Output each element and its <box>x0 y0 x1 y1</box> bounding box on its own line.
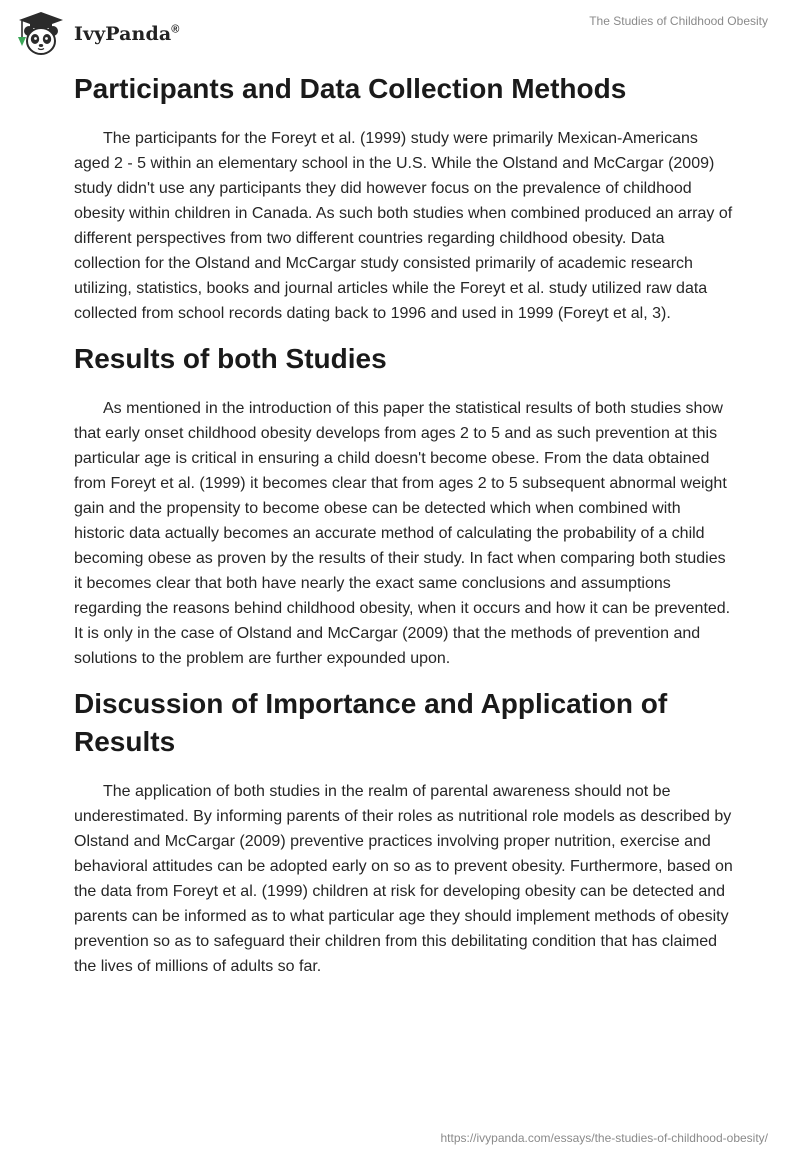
section-heading: Discussion of Importance and Application of Results <box>74 688 668 757</box>
brand-name: IvyPanda® <box>74 23 180 45</box>
section-results <box>74 340 734 671</box>
section-participants <box>74 70 734 326</box>
section-paragraph: The participants for the Foreyt et al. (1999) study were primarily Mexican-Americans aged 2 - 5 within an elementary school in the U.S. While the Olstand and McCargar (2009) study didn't use any participants they did however focus on the prevalence of childhood obesity within children in Canada. As such both studies when combined produced an array of different perspectives from two different countries regarding childhood obesity. Data collection for the Olstand and McCargar study consisted primarily of academic research utilizing, statistics, books and journal articles while the Foreyt et al. study utilized raw data collected from school records dating back to 1996 and used in 1999 (Foreyt et al, 3). <box>74 130 733 322</box>
brand-logo[interactable] <box>16 10 180 56</box>
document-title: The Studies of Childhood Obesity <box>589 14 768 28</box>
section-paragraph: The application of both studies in the realm of parental awareness should not be underestimated. By informing parents of their roles as nutritional role models as described by Olstand and McCargar (2009) preventive practices involving proper nutrition, exercise and behavioral attitudes can be adopted early on so as to prevent obesity. Furthermore, based on the data from Foreyt et al. (1999) children at risk for developing obesity can be detected and parents can be informed as to what particular age they should implement methods of obesity prevention so as to safeguard their children from this debilitating condition that has claimed the lives of millions of adults so far. <box>74 783 733 975</box>
section-heading: Participants and Data Collection Methods <box>74 73 627 104</box>
section-discussion <box>74 685 734 979</box>
essay-body <box>74 70 734 993</box>
section-paragraph: As mentioned in the introduction of this paper the statistical results of both studies show that early onset childhood obesity develops from ages 2 to 5 and as such prevention at this particular age is critical in ensuring a child doesn't become obese. From the data obtained from Foreyt et al. (1999) it becomes clear that from ages 2 to 5 subsequent abnormal weight gain and the propensity to become obese can be detected which when combined with historic data actually becomes an accurate method of calculating the probability of a child becoming obese as proven by the results of their study. In fact when comparing both studies it becomes clear that both have nearly the exact same conclusions and assumptions regarding the reasons behind childhood obesity, when it occurs and how it can be prevented. It is only in the case of Olstand and McCargar (2009) that the methods of prevention and solutions to the problem are further expounded upon. <box>74 400 731 667</box>
page-header <box>0 0 800 60</box>
source-url[interactable]: https://ivypanda.com/essays/the-studies-of-childhood-obesity/ <box>440 1131 768 1145</box>
section-heading: Results of both Studies <box>74 343 387 374</box>
panda-graduate-icon <box>16 10 66 56</box>
